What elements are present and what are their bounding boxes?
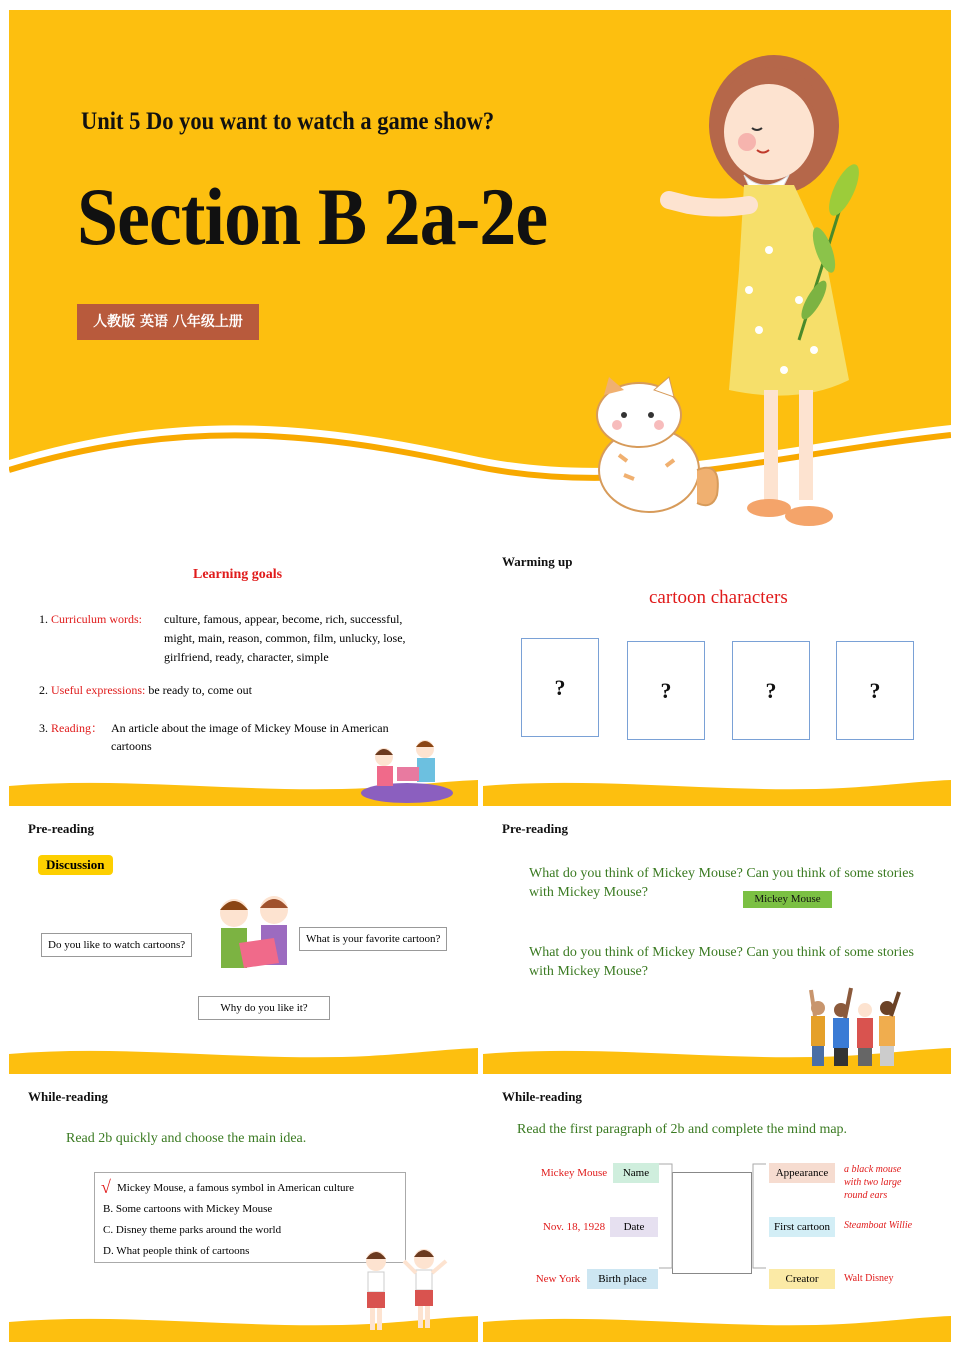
question-1: What do you think of Mickey Mouse? Can you think of some stories with Mickey Mouse? (529, 866, 914, 900)
first-cartoon-value: Steamboat Willie (844, 1220, 913, 1231)
reading-kids-illustration (359, 735, 454, 805)
date-key: Date (610, 1217, 658, 1237)
cover-slide (9, 10, 951, 535)
warming-up-slide (483, 540, 951, 806)
pre1-title: Pre-reading (28, 821, 94, 836)
checkmark-icon: √ (101, 1177, 111, 1197)
goal-num: 1. (39, 612, 48, 626)
while2-title: While-reading (502, 1089, 582, 1104)
question-2: What do you think of Mickey Mouse? Can you think of some stories with Mickey Mouse? (529, 945, 914, 979)
students-illustration (354, 1243, 454, 1338)
while2-instruction: Read the first paragraph of 2b and complete the mind map. (517, 1122, 848, 1137)
option-b[interactable]: B. Some cartoons with Mickey Mouse (103, 1203, 273, 1215)
pre1-wave (9, 1044, 478, 1074)
while1-title: While-reading (28, 1089, 108, 1104)
unit-title: Unit 5 Do you want to watch a game show? (81, 108, 495, 135)
pre-reading-discussion-slide (9, 810, 478, 1074)
goal-line: culture, famous, appear, become, rich, successful, (164, 612, 403, 626)
goal-line: girlfriend, ready, character, simple (164, 650, 329, 664)
cartoon-box-4[interactable]: ? (836, 641, 914, 740)
warming-title: Warming up (502, 554, 573, 569)
appearance-value: a black mouse with two large round ears (844, 1164, 902, 1201)
cheering-people-illustration (803, 980, 913, 1068)
goal-line: might, main, reason, common, film, unlucky, lose, (164, 631, 406, 645)
pre2-title: Pre-reading (502, 821, 568, 836)
appearance-key: Appearance (769, 1163, 835, 1183)
goal-item-3 (39, 719, 103, 736)
goal-line: An article about the image of Mickey Mouse in American (111, 721, 389, 735)
goal-label: Reading： (51, 721, 103, 735)
kids-talking-illustration (199, 888, 309, 978)
goal-line: be ready to, come out (148, 683, 252, 697)
option-c[interactable]: C. Disney theme parks around the world (103, 1224, 282, 1236)
section-title: Section B 2a-2e (77, 171, 548, 262)
while-reading-mind-map-slide (483, 1078, 951, 1342)
cartoon-box-3[interactable]: ? (732, 641, 810, 740)
cartoon-box-1[interactable]: ? (521, 638, 599, 737)
discussion-badge: Discussion (38, 855, 113, 875)
goal-num: 3. (39, 721, 48, 735)
creator-key: Creator (769, 1269, 835, 1289)
warming-subtitle: cartoon characters (649, 587, 788, 608)
goal-item-2 (39, 683, 252, 698)
learning-goals-slide (9, 540, 478, 806)
goal-item-3-text (111, 719, 389, 755)
goal-label: Useful expressions: (51, 683, 146, 697)
goals-heading: Learning goals (193, 567, 283, 582)
name-key: Name (613, 1163, 659, 1183)
goal-line: cartoons (111, 739, 152, 753)
birthplace-value: New York (535, 1273, 581, 1285)
name-value: Mickey Mouse (540, 1167, 608, 1179)
cartoon-box-2[interactable]: ? (627, 641, 705, 740)
goal-item-1 (39, 610, 142, 629)
warming-wave (483, 776, 951, 806)
bubble-why-like: Why do you like it? (198, 996, 330, 1020)
cat-illustration (579, 375, 729, 515)
mickey-tag: Mickey Mouse (743, 891, 832, 908)
mind-map-connectors (483, 1078, 951, 1342)
bubble-like-cartoons: Do you like to watch cartoons? (41, 933, 192, 957)
while1-instruction: Read 2b quickly and choose the main idea. (66, 1131, 307, 1146)
goal-num: 2. (39, 683, 48, 697)
edition-badge: 人教版 英语 八年级上册 (77, 304, 259, 340)
first-cartoon-key: First cartoon (769, 1217, 835, 1237)
birthplace-key: Birth place (587, 1269, 658, 1289)
bubble-favorite-cartoon: What is your favorite cartoon? (299, 927, 447, 951)
option-d[interactable]: D. What people think of cartoons (103, 1245, 250, 1257)
date-value: Nov. 18, 1928 (542, 1221, 606, 1233)
creator-value: Walt Disney (844, 1273, 894, 1284)
option-a[interactable]: Mickey Mouse, a famous symbol in American culture (117, 1182, 355, 1194)
while-reading-main-idea-slide (9, 1078, 478, 1342)
goal-item-1-text (164, 610, 406, 667)
pre-reading-mickey-slide (483, 810, 951, 1074)
goal-label: Curriculum words: (51, 612, 142, 626)
